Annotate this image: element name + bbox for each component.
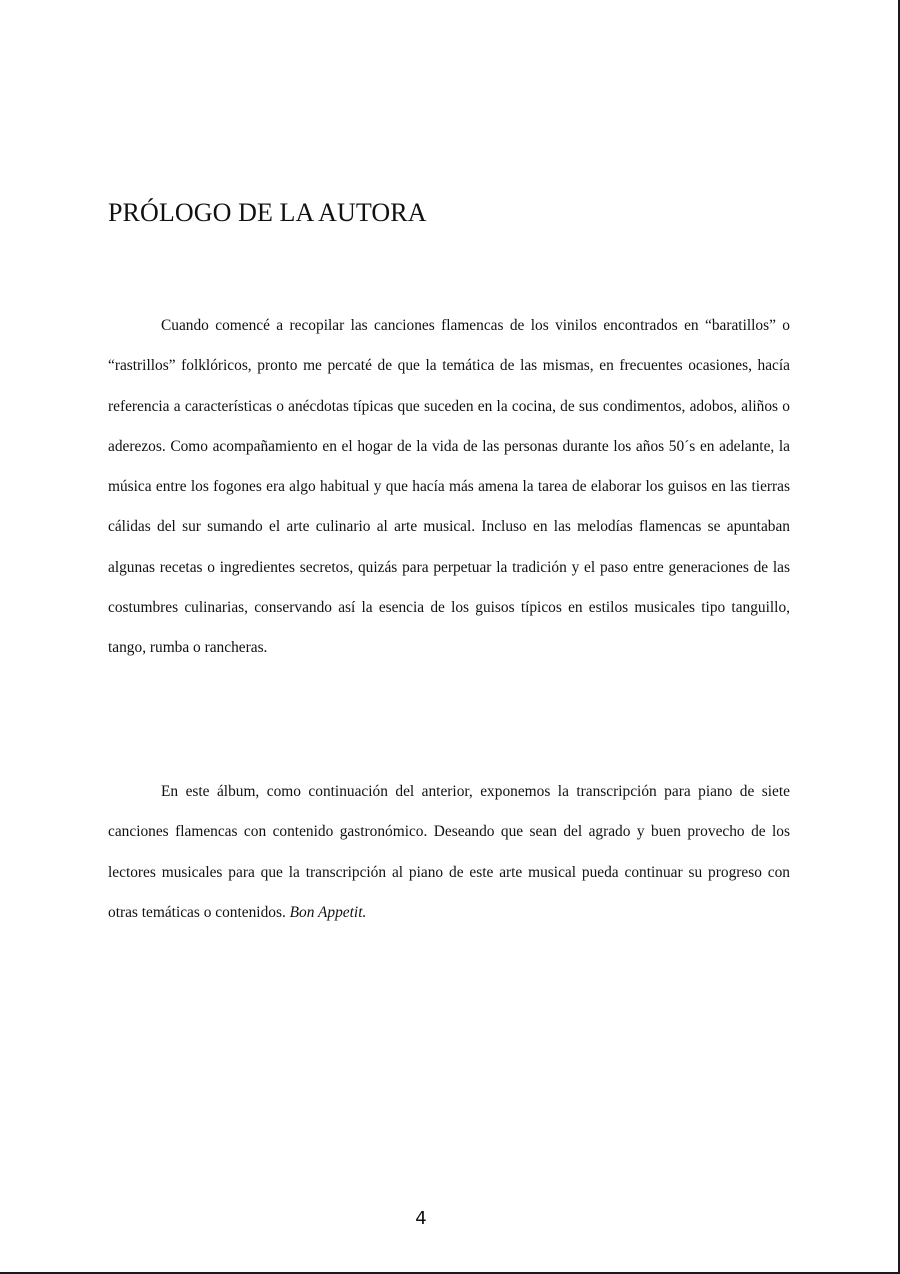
closing-phrase: Bon Appetit. [289,903,367,921]
prologue-paragraph-2-body: En este álbum, como continuación del anterior, exponemos la transcripción para piano de siete canciones flamencas con contenido gastronómico. Deseando que sean del agrado y buen provecho de los lectores musicales para que la transcripción al piano de este arte musical pueda continuar su progreso con otras temáticas o contenidos. [108,783,790,921]
page-number: 4 [415,1208,427,1229]
page-title: PRÓLOGO DE LA AUTORA [108,198,427,227]
prologue-paragraph-2 [108,772,790,933]
prologue-paragraph-1: Cuando comencé a recopilar las canciones flamencas de los vinilos encontrados en “baratillos” o “rastrillos” folklóricos, pronto me percaté de que la temática de las mismas, en frecuentes ocasiones, hacía referencia a características o anécdotas típicas que suceden en la cocina, de sus condimentos, adobos, aliños o aderezos. Como acompañamiento en el hogar de la vida de las personas durante los años 50´s en adelante, la música entre los fogones era algo habitual y que hacía más amena la tarea de elaborar los guisos en las tierras cálidas del sur sumando el arte culinario al arte musical. Incluso en las melodías flamencas se apuntaban algunas recetas o ingredientes secretos, quizás para perpetuar la tradición y el paso entre generaciones de las costumbres culinarias, conservando así la esencia de los guisos típicos en estilos musicales tipo tanguillo, tango, rumba o rancheras. [108,317,790,657]
